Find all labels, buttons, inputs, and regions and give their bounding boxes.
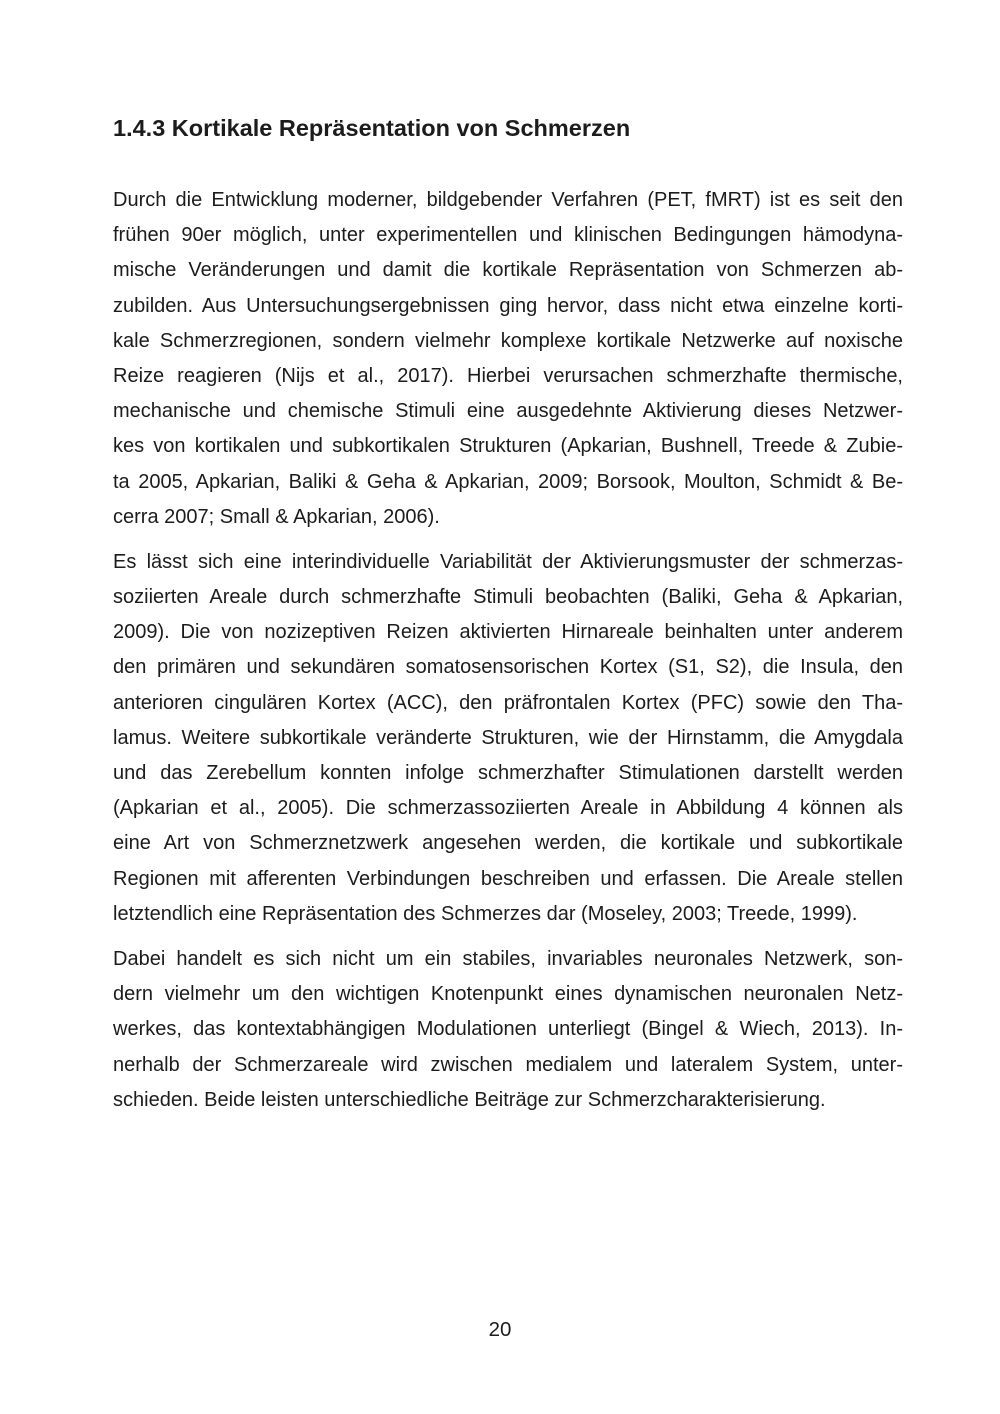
section-heading: 1.4.3 Kortikale Repräsentation von Schmerzen (113, 115, 631, 141)
page-number: 20 (488, 1318, 512, 1341)
text-line: letztendlich eine Repräsentation des Schmerzes dar (Moseley, 2003; Treede, 1999). (113, 902, 858, 925)
text-line: Durch die Entwicklung moderner, bildgebender Verfahren (PET, fMRT) ist es seit den (113, 189, 903, 211)
text-line: 2009). Die von nozizeptiven Reizen aktivierten Hirnareale beinhalten unter anderem (113, 621, 903, 644)
text-line: anterioren cingulären Kortex (ACC), den präfrontalen Kortex (PFC) sowie den Tha- (113, 691, 903, 714)
text-line: kes von kortikalen und subkortikalen Strukturen (Apkarian, Bushnell, Treede & Zubie- (113, 435, 903, 458)
text-line: Reize reagieren (Nijs et al., 2017). Hierbei verursachen schmerzhafte thermische, (113, 364, 903, 387)
text-line: kale Schmerzregionen, sondern vielmehr komplexe kortikale Netzwerke auf noxische (113, 329, 903, 352)
text-line: den primären und sekundären somatosensorischen Kortex (S1, S2), die Insula, den (113, 656, 903, 679)
text-line: und das Zerebellum konnten infolge schmerzhafter Stimulationen darstellt werden (113, 762, 903, 784)
text-line: Es lässt sich eine interindividuelle Variabilität der Aktivierungsmuster der schmerzas- (113, 550, 903, 573)
text-line: (Apkarian et al., 2005). Die schmerzassoziierten Areale in Abbildung 4 können als (113, 797, 903, 820)
text-line: soziierten Areale durch schmerzhafte Stimuli beobachten (Baliki, Geha & Apkarian, (113, 586, 903, 609)
body-text (113, 183, 903, 1128)
text-line: eine Art von Schmerznetzwerk angesehen werden, die kortikale und subkortikale (113, 832, 903, 855)
paragraph-2 (113, 545, 903, 932)
text-line: werkes, das kontextabhängigen Modulationen unterliegt (Bingel & Wiech, 2013). In- (113, 1018, 903, 1041)
text-line: zubilden. Aus Untersuchungsergebnissen ging hervor, dass nicht etwa einzelne korti- (113, 294, 903, 317)
text-line: nerhalb der Schmerzareale wird zwischen medialem und lateralem System, unter- (113, 1053, 903, 1076)
text-line: dern vielmehr um den wichtigen Knotenpunkt eines dynamischen neuronalen Netz- (113, 983, 903, 1006)
paragraph-3 (113, 942, 903, 1118)
text-line: mische Veränderungen und damit die kortikale Repräsentation von Schmerzen ab- (113, 259, 903, 282)
text-line: lamus. Weitere subkortikale veränderte Strukturen, wie der Hirnstamm, die Amygdala (113, 726, 903, 749)
text-line: Dabei handelt es sich nicht um ein stabiles, invariables neuronales Netzwerk, son- (113, 947, 903, 970)
text-line: mechanische und chemische Stimuli eine ausgedehnte Aktivierung dieses Netzwer- (113, 400, 903, 423)
text-line: Regionen mit afferenten Verbindungen beschreiben und erfassen. Die Areale stellen (113, 867, 903, 890)
paragraph-1 (113, 183, 903, 535)
text-line: schieden. Beide leisten unterschiedliche Beiträge zur Schmerzcharakterisierung. (113, 1088, 826, 1111)
text-line: ta 2005, Apkarian, Baliki & Geha & Apkarian, 2009; Borsook, Moulton, Schmidt & Be- (113, 470, 903, 493)
text-line: frühen 90er möglich, unter experimentellen und klinischen Bedingungen hämodyna- (113, 224, 903, 247)
text-line: cerra 2007; Small & Apkarian, 2006). (113, 505, 440, 528)
